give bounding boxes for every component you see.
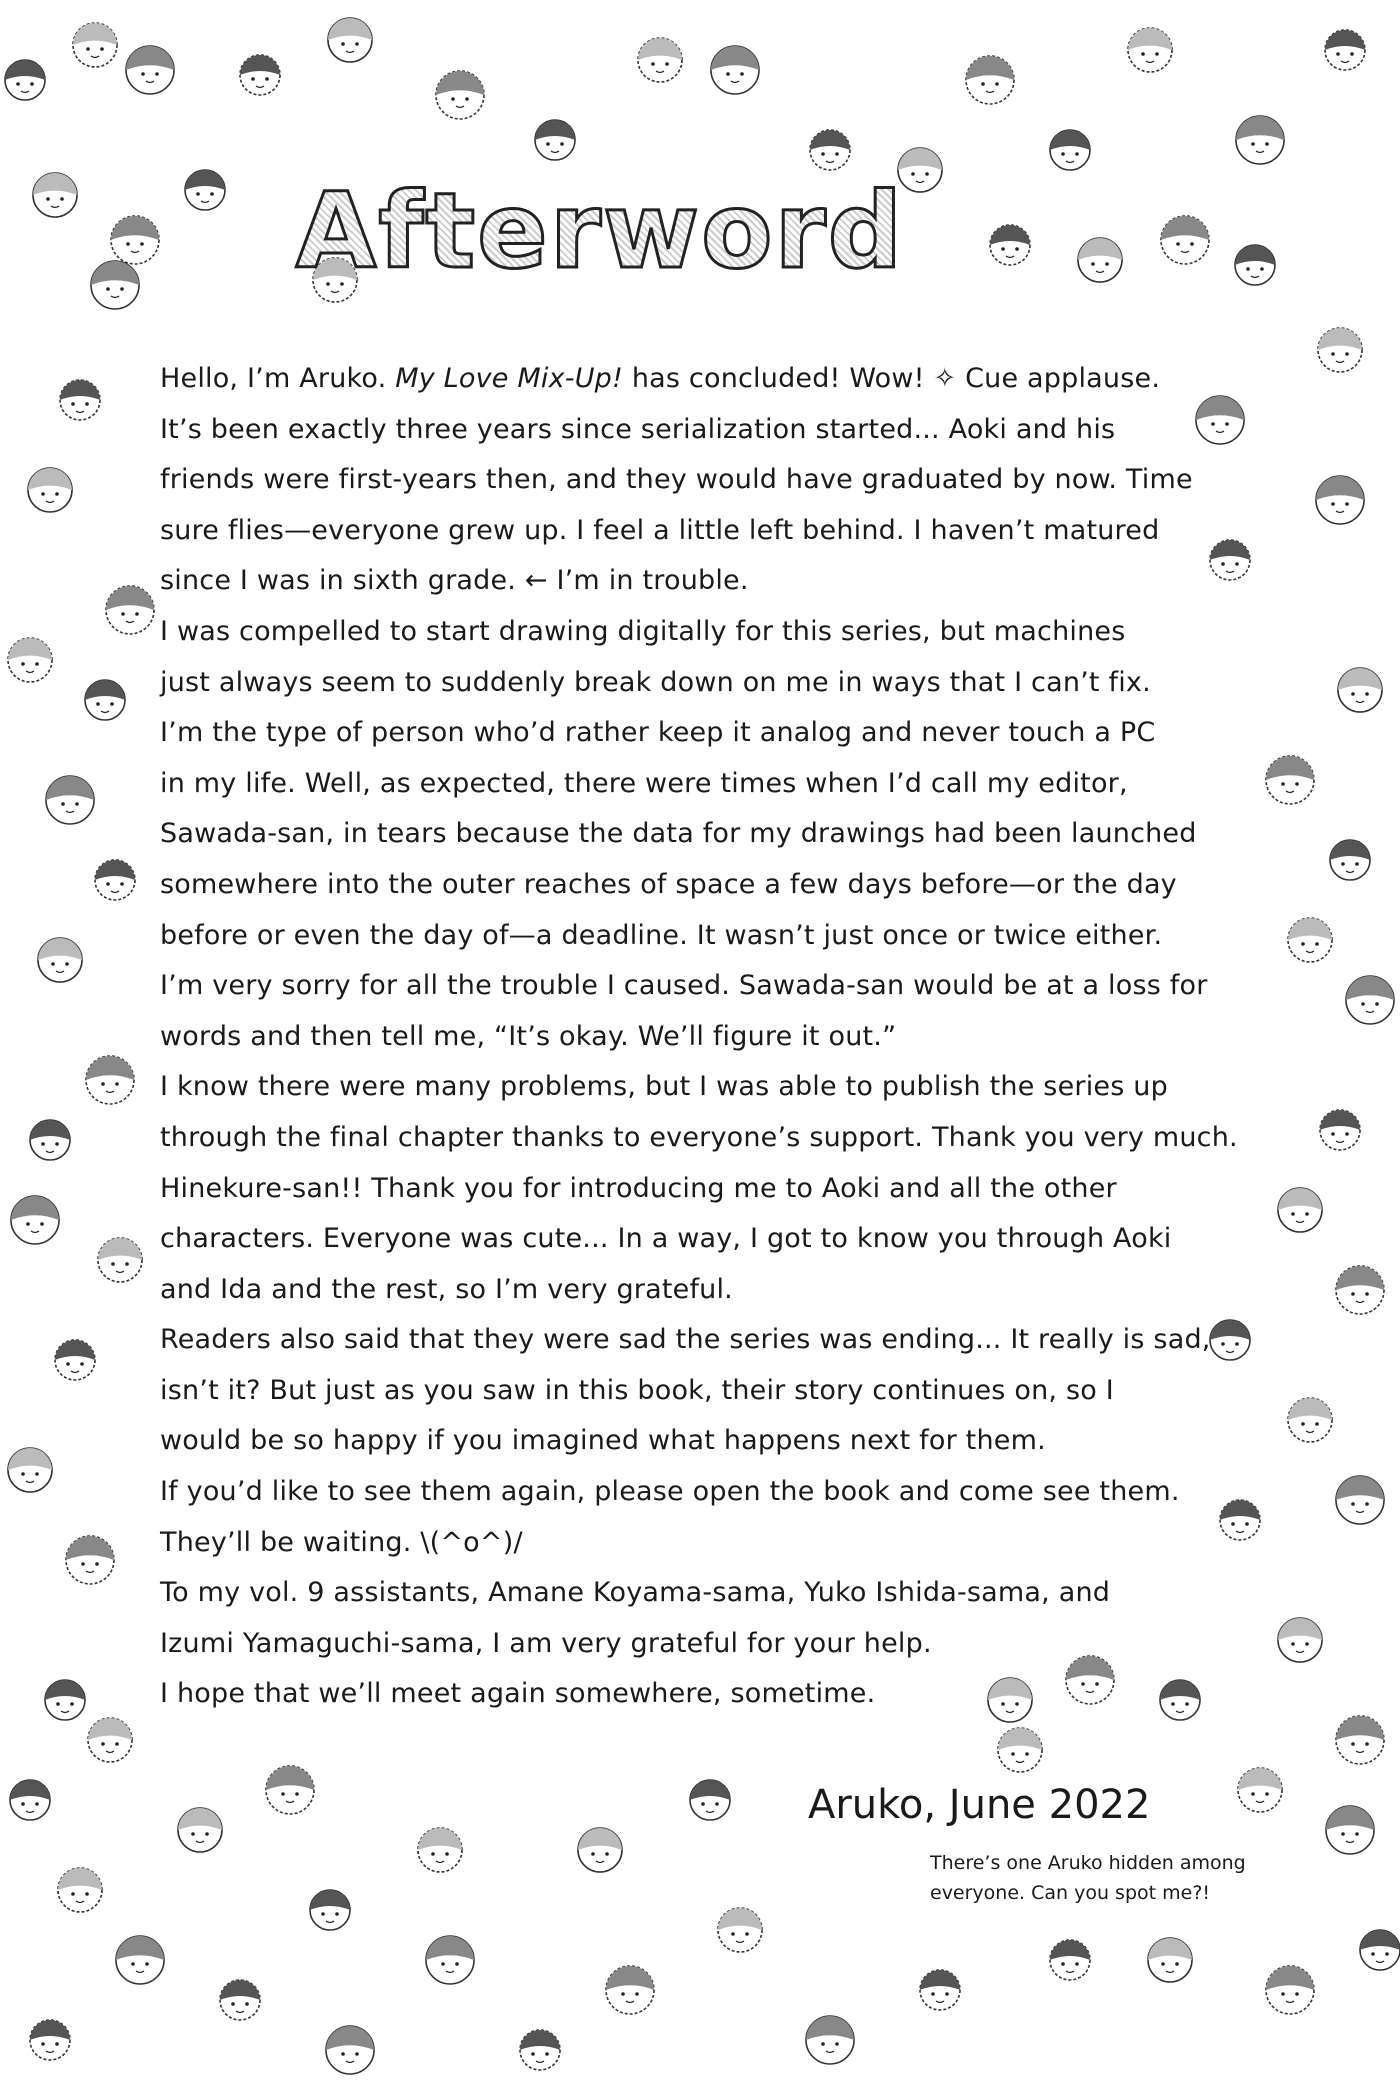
face-doodle-icon: [88, 1718, 132, 1762]
face-doodle-icon: [1278, 1618, 1322, 1662]
text-line: in my life. Well, as expected, there were times when I’d call my editor,: [160, 767, 1128, 799]
face-doodle-icon: [711, 46, 759, 94]
face-doodle-icon: [126, 46, 174, 94]
face-doodle-icon: [98, 1238, 142, 1282]
face-doodle-icon: [718, 1908, 762, 1952]
text-line: They’ll be waiting. \(^o^)/: [160, 1526, 523, 1558]
face-doodle-icon: [535, 120, 575, 160]
text-line: sure flies—everyone grew up. I feel a little left behind. I haven’t matured: [160, 514, 1160, 546]
hidden-author-note: There’s one Aruko hidden among everyone. Can you spot me?!: [930, 1852, 1246, 1904]
face-doodle-icon: [66, 1536, 114, 1584]
face-doodle-icon: [998, 1728, 1042, 1772]
face-doodle-icon: [1235, 245, 1275, 285]
face-doodle-icon: [116, 1936, 164, 1984]
face-doodle-icon: [920, 1970, 960, 2010]
face-doodle-icon: [1326, 1806, 1374, 1854]
face-doodle-icon: [5, 60, 45, 100]
face-doodle-icon: [55, 1340, 95, 1380]
text-line: Readers also said that they were sad the series was ending... It really is sad,: [160, 1324, 1211, 1356]
text-line: characters. Everyone was cute... In a way, I got to know you through Aoki: [160, 1223, 1172, 1255]
face-doodle-icon: [1318, 328, 1362, 372]
face-doodle-icon: [178, 1808, 222, 1852]
text-line: would be so happy if you imagined what happens next for them.: [160, 1425, 1046, 1457]
face-doodle-icon: [60, 380, 100, 420]
face-doodle-icon: [326, 2026, 374, 2074]
text-line: I know there were many problems, but I was able to publish the series up: [160, 1071, 1168, 1103]
face-doodle-icon: [1338, 668, 1382, 712]
text-line: I hope that we’ll meet again somewhere, sometime.: [160, 1678, 876, 1710]
text-line: just always seem to suddenly break down on me in ways that I can’t fix.: [160, 666, 1151, 698]
face-doodle-icon: [45, 1680, 85, 1720]
face-doodle-icon: [73, 23, 117, 67]
text-line: friends were first-years then, and they would have graduated by now. Time: [160, 464, 1193, 496]
face-doodle-icon: [690, 1780, 730, 1820]
face-doodle-icon: [1238, 1768, 1282, 1812]
text-line: To my vol. 9 assistants, Amane Koyama-sama, Yuko Ishida-sama, and: [160, 1577, 1111, 1609]
face-doodle-icon: [1266, 1966, 1314, 2014]
face-doodle-icon: [436, 71, 484, 119]
text-line: It’s been exactly three years since serialization started... Aoki and his: [160, 413, 1116, 445]
face-doodle-icon: [1330, 840, 1370, 880]
face-doodle-icon: [1236, 116, 1284, 164]
text-line: somewhere into the outer reaches of space a few days before—or the day: [160, 868, 1177, 900]
face-doodle-icon: [418, 1828, 462, 1872]
face-doodle-icon: [11, 1196, 59, 1244]
face-doodle-icon: [1278, 1188, 1322, 1232]
face-doodle-icon: [1346, 976, 1394, 1024]
face-doodle-icon: [1288, 918, 1332, 962]
face-doodle-icon: [1266, 756, 1314, 804]
text-line: and Ida and the rest, so I’m very grateful.: [160, 1273, 733, 1305]
face-doodle-icon: [638, 38, 682, 82]
text-line: If you’d like to see them again, please open the book and come see them.: [160, 1476, 1180, 1508]
face-doodle-icon: [266, 1766, 314, 1814]
text-line: before or even the day of—a deadline. It wasn’t just once or twice either.: [160, 919, 1163, 951]
series-title: My Love Mix-Up!: [395, 363, 624, 394]
face-doodle-icon: [426, 1936, 474, 1984]
face-doodle-icon: [220, 1980, 260, 2020]
face-doodle-icon: [85, 680, 125, 720]
face-doodle-icon: [28, 468, 72, 512]
face-doodle-icon: [806, 2016, 854, 2064]
text-line: words and then tell me, “It’s okay. We’ll figure it out.”: [160, 1020, 897, 1052]
face-doodle-icon: [1336, 1266, 1384, 1314]
face-doodle-icon: [606, 1966, 654, 2014]
face-doodle-icon: [38, 938, 82, 982]
face-doodle-icon: [1336, 1716, 1384, 1764]
face-doodle-icon: [95, 860, 135, 900]
face-doodle-icon: [1320, 1110, 1360, 1150]
afterword-text: [160, 354, 1260, 1720]
text-line: Izumi Yamaguchi-sama, I am very grateful for your help.: [160, 1627, 932, 1659]
face-doodle-icon: [1360, 1930, 1400, 1970]
text-line: isn’t it? But just as you saw in this book, their story continues on, so I: [160, 1374, 1114, 1406]
face-doodle-icon: [810, 130, 850, 170]
face-doodle-icon: [328, 18, 372, 62]
face-doodle-icon: [1288, 1398, 1332, 1442]
face-doodle-icon: [106, 586, 154, 634]
face-doodle-icon: [30, 1120, 70, 1160]
text-line: Hello, I’m Aruko. My Love Mix-Up! has concluded! Wow! ✧ Cue applause.: [160, 363, 1161, 394]
face-doodle-icon: [310, 1890, 350, 1930]
face-doodle-icon: [966, 56, 1014, 104]
face-doodle-icon: [1148, 1938, 1192, 1982]
face-doodle-icon: [30, 2020, 70, 2060]
face-doodle-icon: [58, 1868, 102, 1912]
text-line: Hinekure-san!! Thank you for introducing me to Aoki and all the other: [160, 1172, 1117, 1204]
face-doodle-icon: [86, 1056, 134, 1104]
face-doodle-icon: [240, 55, 280, 95]
face-doodle-icon: [578, 1828, 622, 1872]
face-doodle-icon: [1050, 130, 1090, 170]
face-doodle-icon: [46, 776, 94, 824]
face-doodle-icon: [10, 1780, 50, 1820]
text-line: I’m the type of person who’d rather keep it analog and never touch a PC: [160, 717, 1156, 749]
face-doodle-icon: [1128, 28, 1172, 72]
page-title: Afterword: [0, 170, 1200, 292]
face-doodle-icon: [8, 1448, 52, 1492]
face-doodle-icon: [8, 638, 52, 682]
text-line: I was compelled to start drawing digitally for this series, but machines: [160, 615, 1126, 647]
text-line: I’m very sorry for all the trouble I caused. Sawada-san would be at a loss for: [160, 970, 1208, 1002]
face-doodle-icon: [1325, 30, 1365, 70]
text-line: through the final chapter thanks to everyone’s support. Thank you very much.: [160, 1121, 1238, 1153]
text-line: since I was in sixth grade. ← I’m in trouble.: [160, 565, 749, 597]
face-doodle-icon: [1316, 476, 1364, 524]
face-doodle-icon: [1050, 1940, 1090, 1980]
signature: Aruko, June 2022: [808, 1782, 1151, 1828]
face-doodle-icon: [520, 2030, 560, 2070]
face-doodle-icon: [1336, 1476, 1384, 1524]
text-line: Sawada-san, in tears because the data for my drawings had been launched: [160, 818, 1197, 850]
